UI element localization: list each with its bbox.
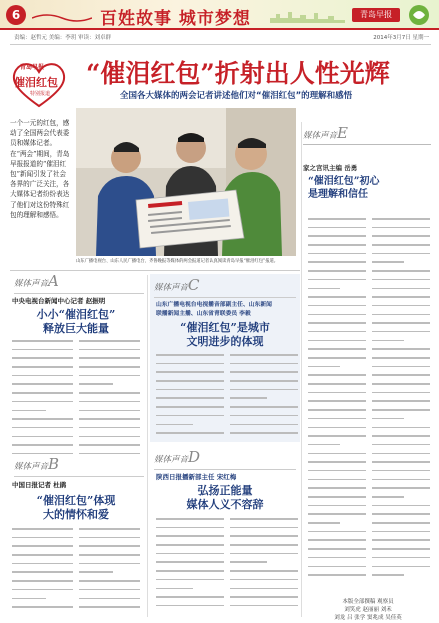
text-line	[372, 548, 430, 550]
text-line	[230, 406, 298, 408]
section-c-title	[152, 321, 298, 349]
text-line	[230, 605, 298, 607]
text-column	[12, 340, 73, 460]
text-line	[156, 424, 193, 426]
section-e-title-line2: 是理解和信任	[308, 189, 368, 200]
section-e-byline: 家之宫讯主编 岳勇	[303, 164, 358, 172]
text-line	[12, 375, 73, 377]
text-line	[372, 392, 430, 394]
text-line	[79, 571, 113, 573]
section-d-letter: D	[188, 448, 201, 466]
text-line	[372, 357, 430, 359]
text-line	[156, 518, 224, 520]
text-line	[372, 296, 430, 298]
text-line	[308, 296, 366, 298]
section-e-voice-label: 媒体声音E	[303, 124, 348, 142]
text-line	[308, 400, 366, 402]
text-line	[79, 357, 140, 359]
text-line	[372, 531, 430, 533]
header-decor	[32, 9, 92, 21]
text-line	[372, 261, 404, 263]
text-line	[308, 374, 366, 376]
header-rule	[10, 44, 431, 45]
section-a-title-line2: 释放巨大能量	[43, 322, 109, 335]
text-line	[372, 574, 404, 576]
text-line	[230, 415, 298, 417]
text-line	[79, 563, 140, 565]
text-line	[372, 505, 430, 507]
text-line	[79, 528, 140, 530]
text-line	[12, 598, 46, 600]
text-line	[372, 305, 430, 307]
section-d-title-line1: 弘扬正能量	[197, 484, 253, 497]
text-column	[308, 218, 366, 588]
section-d-body	[156, 518, 298, 618]
text-line	[308, 427, 366, 429]
text-line	[372, 374, 430, 376]
text-line	[79, 453, 140, 455]
text-line	[156, 415, 224, 417]
text-line	[372, 218, 430, 220]
text-line	[308, 461, 366, 463]
text-column	[230, 518, 298, 618]
editor-line	[14, 33, 429, 42]
text-line	[156, 527, 224, 529]
editor-credits: 责编：赵哲元 美编：李玥 审读：刘卓群	[14, 35, 111, 41]
text-line	[79, 537, 140, 539]
text-line	[308, 453, 366, 455]
text-line	[372, 539, 430, 541]
text-line	[230, 588, 298, 590]
text-line	[372, 418, 404, 420]
text-line	[156, 354, 224, 356]
paper-name-badge: 青岛早报	[352, 8, 400, 22]
section-b-voice-label: 媒体声音B	[14, 455, 60, 473]
text-line	[156, 588, 193, 590]
text-line	[230, 570, 298, 572]
section-a-rule	[14, 293, 144, 294]
text-line	[308, 496, 366, 498]
text-line	[308, 479, 366, 481]
text-line	[230, 424, 298, 426]
section-b-byline: 中国日报记者 杜鹃	[12, 481, 67, 489]
text-line	[156, 397, 224, 399]
text-line	[308, 253, 366, 255]
credits-line3: 刘龙 吕 张学 窦兆成 吴佳英	[334, 615, 402, 621]
text-line	[79, 392, 140, 394]
text-line	[156, 380, 224, 382]
section-d-byline: 陕西日报播新部主任 宋红梅	[156, 473, 237, 481]
text-line	[79, 580, 140, 582]
text-line	[156, 544, 224, 546]
text-column	[12, 528, 73, 618]
section-c-title-line1: “催泪红包”是城市	[180, 321, 270, 334]
text-line	[372, 383, 430, 385]
text-line	[308, 470, 366, 472]
text-line	[308, 444, 340, 446]
header-skyline-decor	[270, 8, 345, 22]
text-line	[372, 348, 430, 350]
text-line	[372, 270, 430, 272]
text-line	[79, 589, 140, 591]
photo-rule	[10, 270, 300, 271]
text-line	[12, 357, 73, 359]
text-line	[156, 432, 224, 434]
text-line	[308, 557, 366, 559]
text-line	[308, 279, 366, 281]
photo-caption: 山东广播电视台、山东人民广播电台、齐鲁晚报等媒体的两会报道记者认真阅读青岛早报“催泪红包”报道。	[76, 259, 279, 264]
section-b-title-line2: 大的情怀和爱	[43, 508, 109, 521]
section-c-letter: C	[188, 276, 200, 294]
text-line	[308, 340, 366, 342]
section-a-title	[12, 308, 140, 336]
text-line	[79, 427, 140, 429]
text-line	[12, 580, 73, 582]
section-c-byline-line1: 山东广播电视台电视播音部副主任、山东新闻	[156, 302, 272, 308]
text-line	[79, 436, 140, 438]
text-line	[372, 244, 430, 246]
section-b-title-line1: “催泪红包”体现	[36, 494, 116, 507]
text-line	[12, 410, 46, 412]
text-line	[230, 527, 298, 529]
text-line	[12, 340, 73, 342]
text-line	[156, 363, 224, 365]
text-line	[308, 383, 366, 385]
text-line	[12, 436, 73, 438]
text-line	[372, 322, 430, 324]
logo-paper-name: 青岛早报	[20, 64, 45, 71]
text-line	[12, 383, 73, 385]
section-d-title	[152, 484, 298, 512]
text-line	[230, 380, 298, 382]
text-line	[230, 397, 267, 399]
text-line	[372, 400, 430, 402]
text-line	[372, 566, 430, 568]
page-number: 6	[6, 5, 26, 25]
text-line	[308, 218, 366, 220]
text-line	[372, 340, 404, 342]
text-line	[372, 513, 430, 515]
issue-date: 2014年3月7日 星期一	[373, 35, 429, 41]
text-line	[230, 544, 298, 546]
text-line	[308, 357, 366, 359]
text-line	[372, 235, 430, 237]
column-divider-mid	[147, 275, 148, 617]
text-line	[308, 261, 366, 263]
text-line	[372, 279, 430, 281]
text-line	[230, 535, 298, 537]
text-line	[230, 432, 298, 434]
column-title: 百姓故事 城市梦想	[100, 9, 251, 29]
section-c-voice-label: 媒体声音C	[154, 276, 200, 294]
text-line	[372, 487, 430, 489]
text-line	[308, 513, 366, 515]
text-line	[156, 389, 224, 391]
text-line	[230, 579, 298, 581]
text-line	[156, 570, 224, 572]
text-line	[372, 366, 430, 368]
text-line	[308, 235, 366, 237]
section-e-header	[303, 124, 431, 145]
text-line	[12, 418, 73, 420]
text-line	[12, 392, 73, 394]
text-line	[372, 435, 430, 437]
text-line	[79, 554, 140, 556]
credits-line2: 刘笑虎 赵丽丽 刘禾	[344, 607, 392, 613]
text-line	[156, 561, 224, 563]
section-c-title-line2: 文明进步的体现	[186, 335, 264, 348]
text-line	[308, 574, 366, 576]
text-line	[372, 314, 430, 316]
text-line	[79, 401, 140, 403]
text-line	[230, 363, 298, 365]
text-line	[156, 371, 224, 373]
text-line	[372, 427, 430, 429]
text-line	[79, 375, 140, 377]
section-b-rule	[14, 476, 144, 477]
section-d-voice-label: 媒体声音D	[154, 448, 201, 466]
text-line	[79, 418, 140, 420]
text-line	[308, 539, 366, 541]
news-photo	[76, 108, 296, 256]
text-line	[79, 444, 140, 446]
text-line	[79, 383, 113, 385]
section-c-byline	[156, 299, 272, 317]
text-line	[308, 331, 366, 333]
section-e-title	[308, 175, 432, 201]
text-line	[12, 537, 73, 539]
text-column	[79, 340, 140, 460]
text-line	[308, 322, 366, 324]
text-line	[79, 366, 140, 368]
text-line	[308, 505, 366, 507]
logo-title: 催泪红包	[14, 76, 58, 89]
text-line	[372, 409, 430, 411]
text-line	[79, 545, 140, 547]
section-b-body	[12, 528, 140, 618]
text-column	[156, 518, 224, 618]
text-line	[12, 571, 73, 573]
section-c-body	[156, 354, 298, 438]
credits-line1: 本版全部撰稿 观察员	[342, 599, 394, 605]
text-line	[12, 528, 73, 530]
text-line	[12, 563, 73, 565]
text-line	[230, 389, 298, 391]
text-line	[12, 444, 73, 446]
text-line	[308, 435, 366, 437]
text-line	[372, 253, 430, 255]
section-a-byline: 中央电视台新闻中心记者 赵振明	[12, 297, 106, 305]
text-line	[308, 366, 340, 368]
text-line	[156, 553, 224, 555]
text-line	[230, 553, 298, 555]
text-line	[308, 522, 340, 524]
text-line	[308, 314, 366, 316]
text-line	[308, 566, 366, 568]
section-b-letter: B	[48, 455, 60, 473]
section-a-title-line1: 小小“催泪红包”	[36, 308, 116, 321]
section-a-letter: A	[48, 272, 59, 290]
text-line	[372, 496, 404, 498]
text-line	[156, 535, 224, 537]
section-e-rule	[303, 144, 431, 145]
column-divider-right	[301, 122, 302, 617]
text-line	[308, 418, 366, 420]
text-line	[12, 401, 73, 403]
section-c-rule	[154, 297, 296, 298]
text-line	[308, 288, 340, 290]
text-line	[372, 331, 430, 333]
section-d-title-line2: 媒体人义不容辞	[186, 498, 264, 511]
text-line	[79, 349, 140, 351]
text-line	[12, 606, 73, 608]
text-line	[372, 479, 430, 481]
text-line	[372, 470, 430, 472]
section-d-rule	[154, 469, 296, 470]
text-line	[156, 596, 224, 598]
text-line	[79, 598, 140, 600]
text-line	[372, 557, 430, 559]
text-line	[308, 348, 366, 350]
text-line	[372, 453, 430, 455]
text-line	[372, 227, 430, 229]
section-a-voice-label: 媒体声音A	[14, 272, 59, 290]
text-line	[230, 561, 267, 563]
text-line	[308, 270, 366, 272]
text-line	[12, 589, 73, 591]
main-headline: “催泪红包”折射出人性光辉	[86, 59, 390, 88]
text-line	[308, 487, 366, 489]
text-column	[230, 354, 298, 438]
text-line	[12, 554, 73, 556]
text-line	[308, 548, 366, 550]
text-line	[372, 444, 430, 446]
section-c-byline-line2: 联播新闻主播、山东省青联委员 李毅	[156, 311, 251, 317]
text-line	[156, 605, 224, 607]
text-line	[308, 409, 366, 411]
paper-logo-icon	[404, 3, 434, 27]
text-line	[12, 349, 73, 351]
text-column	[79, 528, 140, 618]
text-line	[308, 305, 366, 307]
text-line	[156, 406, 224, 408]
text-line	[79, 606, 140, 608]
page-header	[0, 0, 439, 30]
main-subhead: 全国各大媒体的两会记者讲述他们对“催泪红包”的理解和感悟	[120, 91, 353, 101]
text-line	[12, 545, 73, 547]
section-a-body	[12, 340, 140, 460]
feature-logo	[10, 60, 68, 120]
text-line	[79, 340, 140, 342]
section-e-letter: E	[337, 124, 348, 142]
section-e-body	[308, 218, 430, 588]
text-line	[230, 371, 298, 373]
section-e-title-line1: “催泪红包”初心	[308, 176, 380, 187]
credits-footer	[318, 598, 418, 622]
text-line	[372, 288, 430, 290]
intro-text: 一个一元的红包，感动了全国两会代表委员和媒体记者。在“两会”期间，青岛早报报道的“催泪红包”新闻引发了社会各界的广泛关注，各大媒体记者纷纷表达了他们对这份特殊红包的理解和感悟。	[10, 119, 70, 219]
section-b-title	[12, 494, 140, 522]
text-line	[156, 579, 224, 581]
text-line	[308, 227, 366, 229]
text-line	[12, 366, 73, 368]
text-line	[308, 392, 366, 394]
text-line	[230, 596, 298, 598]
text-line	[372, 522, 430, 524]
text-line	[308, 244, 366, 246]
text-column	[372, 218, 430, 588]
logo-subtitle: 特别报道	[30, 91, 51, 97]
text-line	[372, 461, 430, 463]
text-line	[308, 531, 366, 533]
text-line	[230, 518, 298, 520]
text-line	[12, 427, 73, 429]
text-line	[79, 410, 140, 412]
text-column	[156, 354, 224, 438]
text-line	[230, 354, 298, 356]
